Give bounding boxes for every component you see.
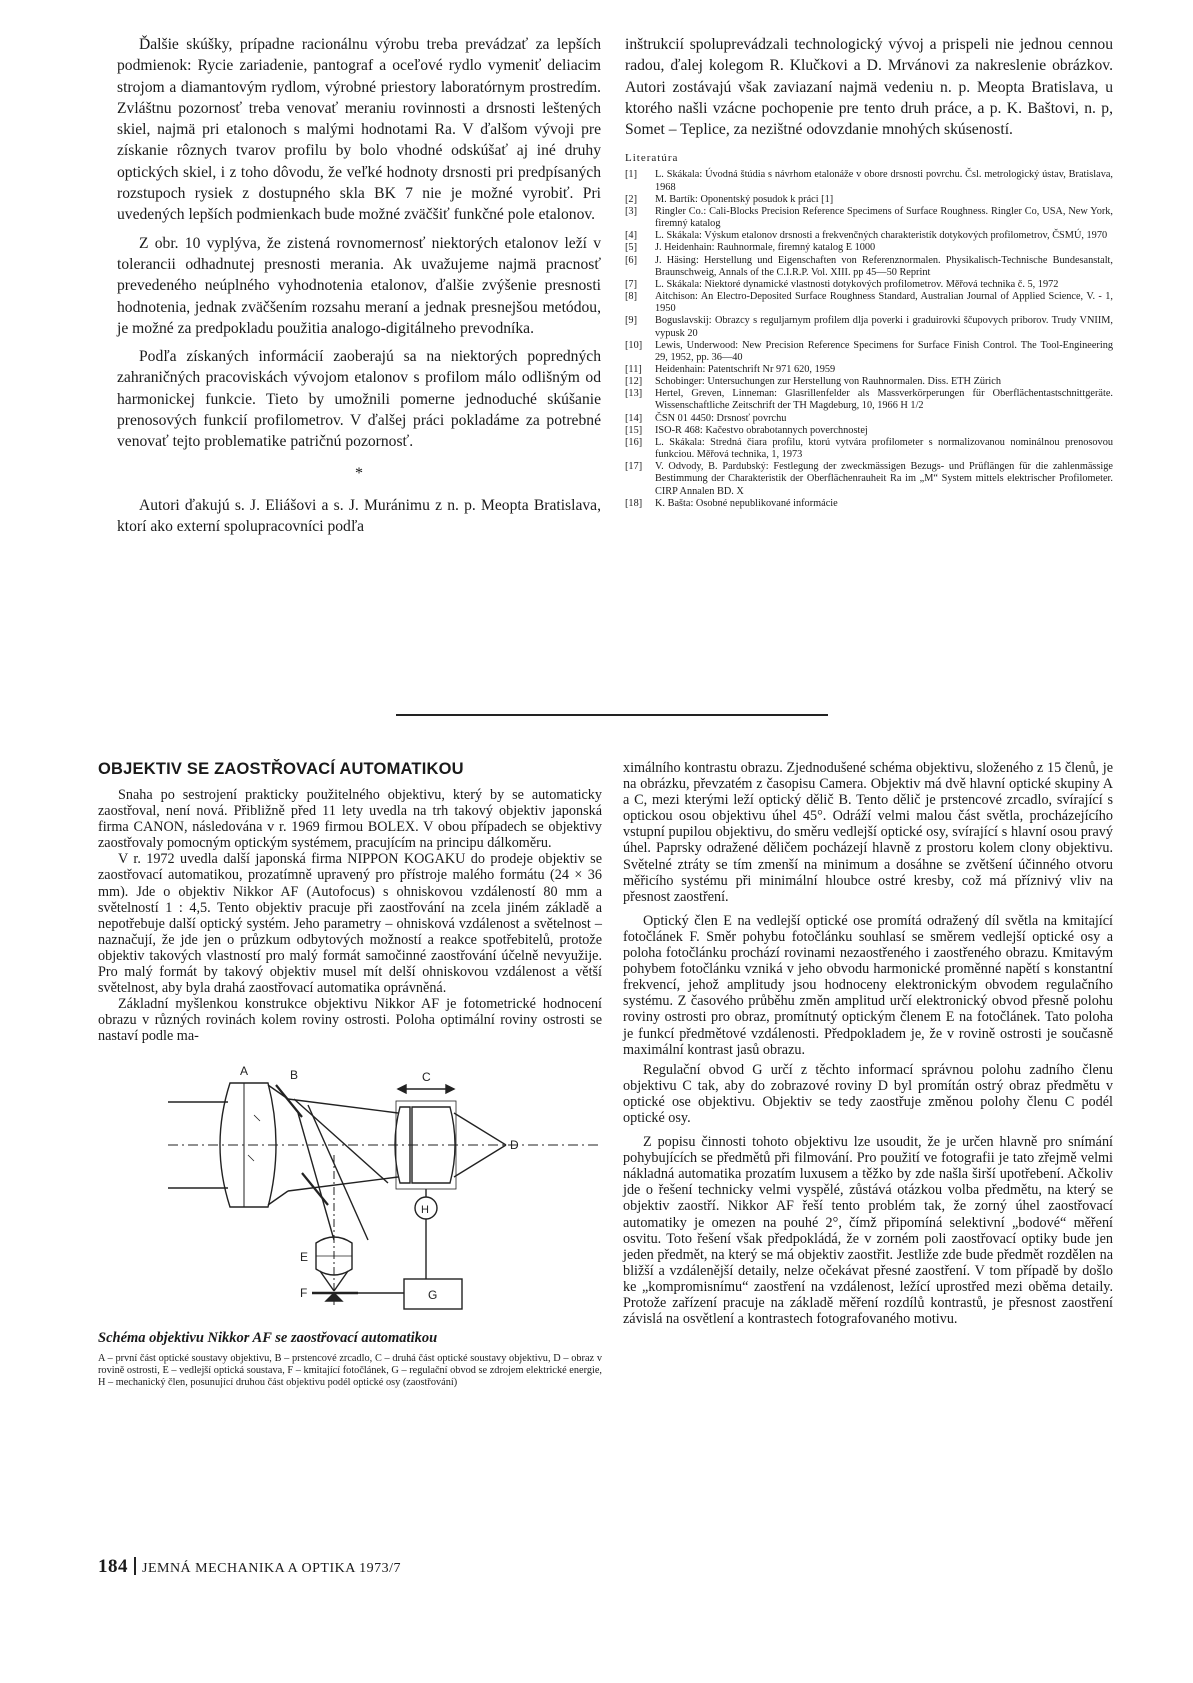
reference-item <box>625 169 1113 193</box>
reference-number: [14] <box>625 412 643 424</box>
reference-item <box>625 242 1113 254</box>
reference-item <box>625 279 1113 291</box>
article-left-column <box>98 760 602 1390</box>
reference-number: [4] <box>625 230 638 242</box>
optical-schematic <box>98 1055 602 1315</box>
acknowledgement-paragraph: Autori ďakujú s. J. Eliášovi a s. J. Muránimu z n. p. Meopta Bratislava, ktorí ako externí spolupracovníci podľa <box>117 496 601 535</box>
reference-text: Lewis, Underwood: New Precision Reference Specimens for Surface Finish Control. The Tool-Engineering 29, 1952, pp. 36—40 <box>655 339 1113 363</box>
reference-text: ČSN 01 4450: Drsnosť povrchu <box>655 412 787 424</box>
figure-caption-title: Schéma objektivu Nikkor AF se zaostřovací automatikou <box>98 1329 438 1346</box>
reference-item <box>625 206 1113 230</box>
figure-label-b: B <box>290 1067 299 1082</box>
article-title: OBJEKTIV SE ZAOSTŘOVACÍ AUTOMATIKOU <box>98 760 464 778</box>
acknowledgement-continued: inštrukcií spoluprevádzali technologický vývoj a prispeli nie jednou cennou radou, ďalej kolegom R. Klučkovi a D. Mrvánovi za nakreslenie obrázkov. Autori zostávajú však zaviazaní najmä vedeniu n. p. Meopta Bratislava, u ktorého našli vzácne pochopenie pre tento druh práce, a p. K. Baštovi, n. p, Somet – Teplice, za nezištné odovzdanie mnohých skúseností. <box>625 36 1113 139</box>
reference-item <box>625 498 1113 510</box>
references-heading: Literatúra <box>625 152 679 165</box>
reference-item <box>625 315 1113 339</box>
reference-item <box>625 364 1113 376</box>
article-paragraph: Regulační obvod G určí z těchto informací správnou polohu zadního členu objektivu C tak, aby do zobrazové roviny D byl promítán ostrý obraz předmětu v optické ose objektivu. Objektiv se tedy zaostřuje změnou polohy členu C podél optické osy. <box>623 1061 1113 1126</box>
reference-item <box>625 255 1113 279</box>
reference-item <box>625 230 1113 242</box>
reference-number: [7] <box>625 278 638 290</box>
reference-number: [2] <box>625 193 638 205</box>
footer-divider <box>134 1557 136 1575</box>
body-paragraph: Z obr. 10 vyplýva, že zistená rovnomernosť niektorých etalonov leží v tolerancii odhadnutej presnosti merania. Ak uvažujeme najmä pracnosť prevedeného neúplného vyhodnotenia etalonov, ďalšie zvýšenie presnosti hodnotenia, jednak zväčšením rozsahu meraní a jednak presnejšou metódou, je možné za predpokladu použitia analogo-digitálneho prevodníka. <box>117 234 601 337</box>
reference-text: L. Skákala: Niektoré dynamické vlastnosti dotykových profilometrov. Měřová technika č. 5, 1972 <box>655 278 1059 290</box>
figure-label-d: D <box>510 1137 519 1152</box>
reference-item <box>625 194 1113 206</box>
reference-text: Ringler Co.: Cali-Blocks Precision Reference Specimens of Surface Roughness. Ringler Co, USA, New York, firemný katalog <box>655 205 1113 230</box>
reference-item <box>625 376 1113 388</box>
top-right-column <box>625 34 1113 510</box>
reference-item <box>625 461 1113 497</box>
article-paragraph: Základní myšlenkou konstrukce objektivu Nikkor AF je fotometrické hodnocení obrazu v různých rovinách kolem roviny ostrosti. Poloha optimální roviny ostrosti se nastaví podle ma- <box>98 996 602 1045</box>
reference-number: [8] <box>625 291 638 303</box>
reference-text: V. Odvody, B. Pardubský: Festlegung der zweckmässigen Bezugs- und Prüflängen für die zahlenmässige Bestimmung der Charakteristik der Oberflächenrauheit Ra im „M“ System mittels elektrischer Profilometer. CIRP Annalen BD. X <box>655 461 1113 497</box>
article-right-column <box>623 760 1113 1327</box>
body-paragraph: Podľa získaných informácií zaoberajú sa na niektorých popredných zahraničných pracoviskách vývojom etalonov s profilom málo odlišným od harmonickej funkcie. Tieto by umožnili pomerne jednoduché skúšanie prenosových funkcií profilometrov. V ďalšej práci pokladáme za potrebné venovať tejto problematike patričnú pozornosť. <box>117 348 601 451</box>
figure-label-e: E <box>300 1249 309 1264</box>
reference-text: L. Skákala: Úvodná štúdia s návrhom etalonáže v obore drsnosti povrchu. Čsl. metrologický ústav, Bratislava, 1968 <box>655 169 1113 193</box>
figure-label-h: H <box>421 1203 429 1216</box>
figure-label-c: C <box>422 1069 431 1084</box>
section-divider <box>396 714 828 716</box>
journal-name: JEMNÁ MECHANIKA A OPTIKA 1973/7 <box>142 1561 401 1576</box>
reference-number: [18] <box>625 497 643 509</box>
reference-number: [9] <box>625 315 638 327</box>
reference-number: [5] <box>625 242 638 254</box>
reference-number: [16] <box>625 436 643 448</box>
article-paragraph: Optický člen E na vedlejší optické ose promítá odražený díl světla na kmitající fotočlánek F. Směr pohybu fotočlánku souhlasí se směrem vedlejší optické osy a poloha fotočlánku prochází rovinami nezaostřeného i zaostřeného obrazu. Kmitavým pohybem fotočlánku vzniká v jeho obvodu harmonické proměnné napětí s konstantní frekvencí, jehož amplitudy jsou hodnoceny elektronickým obvodem regulačního systému. Z časového průběhu změn amplitud určí elektronický obvod přesně polohu roviny ostrosti pro obraz, promítnutý optickým členem E na fotočlánek. Tato poloha je funkcí předmětové vzdálenosti. Předpokladem je, že v rovině ostrosti je současně maximální kontrast jasů obrazu. <box>623 912 1113 1058</box>
reference-item <box>625 413 1113 425</box>
figure-label-g: G <box>428 1287 438 1302</box>
reference-item <box>625 425 1113 437</box>
article-paragraph: V r. 1972 uvedla další japonská firma NIPPON KOGAKU do prodeje objektiv se zaostřovací automatikou, prozatímně upravený pro přístroje malého formátu (24 × 36 mm). Jde o objektiv Nikkor AF (Autofocus) s ohniskovou vzdáleností 80 mm a světelností 1 : 4,5. Tento objektiv pracuje při zaostřování na zcela jiném základě a nepotřebuje další optický systém. Jeho parametry – ohnisková vzdálenost a světelnost – naznačují, že jde jen o průzkum odbytových možností a reakce spotřebitelů, protože objektiv takových vlastností pro malý formát samočinné zaostřování účelně nevyužije. Pro malý formát by takový objektiv musel mít delší ohniskovou vzdálenost a větší světelnost, aby byla drahá zaostřovací automatika oprávněná. <box>98 851 602 997</box>
reference-item <box>625 291 1113 315</box>
reference-text: Aitchison: An Electro-Deposited Surface Roughness Standard, Australian Journal of Applied Science, V. - 1, 1950 <box>655 291 1113 315</box>
reference-text: J. Heidenhain: Rauhnormale, firemný katalog E 1000 <box>655 242 876 254</box>
section-separator: * <box>355 464 363 482</box>
reference-item <box>625 437 1113 461</box>
article-paragraph: Snaha po sestrojení prakticky použitelného objektivu, který by se automaticky zaostřoval, není nová. Přibližně před 11 lety uvedla na trh takový objektiv japonská firma CANON, následována v r. 1969 firmou BOLEX. V obou případech se objektivy zaostřovaly pomocným optickým systémem, pracujícím na principu dálkoměru. <box>98 787 602 852</box>
reference-number: [11] <box>625 363 642 375</box>
reference-number: [3] <box>625 205 638 217</box>
reference-text: ISO-R 468: Kačestvo obrabotannych poverchnostej <box>655 424 868 436</box>
reference-text: Boguslavskij: Obrazcy s reguljarnym profilem dlja poverki i graduirovki ščupovych priborov. Trudy VNIIM, vypusk 20 <box>655 315 1113 339</box>
reference-item <box>625 388 1113 412</box>
body-paragraph: Ďalšie skúšky, prípadne racionálnu výrobu treba prevádzať za lepších podmienok: Rycie zariadenie, pantograf a oceľové rydlo vymeniť deliacim strojom a diamantovým rydlom, výrobné priestory laboratórnym prostredím. Zvláštnu pozornosť treba venovať meraniu rovinnosti a drsnosti leštených skiel, najmä pri etalonoch s malými hodnotami Ra. V ďalšom vývoji pre získanie rôznych tvarov profilu by bolo vhodné odskúšať aj iné druhy optických skiel, i z toho dôvodu, že veľké hodnoty drsnosti pri predpísaných rozstupoch rysiek z dostupného skla BK 7 nie je možné vyrobiť. Pri uvedených lepších podmienkach bude možné zväčšiť funkčné pole etalonov. <box>117 36 601 224</box>
reference-text: Heidenhain: Patentschrift Nr 971 620, 1959 <box>655 363 836 375</box>
figure-caption: A – první část optické soustavy objektivu, B – prstencové zrcadlo, C – druhá část optické soustavy objektivu, D – obraz v rovině ostrosti, E – vedlejší optická soustava, F – kmitající fotočlánek, G – regulační obvod se zdrojem elektrické energie, H – mechanický člen, posunující druhou část objektivu podél optické osy (zaostřování) <box>98 1352 602 1389</box>
figure-label-f: F <box>300 1285 308 1300</box>
reference-item <box>625 340 1113 364</box>
reference-text: L. Skákala: Výskum etalonov drsnosti a frekvenčných charakteristík dotykových profilometrov, ČSMÚ, 1970 <box>655 230 1108 242</box>
reference-number: [13] <box>625 388 643 400</box>
reference-text: M. Bartík: Oponentský posudok k práci [1] <box>655 193 834 205</box>
reference-text: J. Häsing: Herstellung und Eigenschaften von Referenznormalen. Physikalisch-Technische Bundesanstalt, Braunschweig, Annals of the C.I.R.P. Vol. XIII. pp 45—50 Reprint <box>655 254 1113 278</box>
reference-number: [10] <box>625 339 643 351</box>
page-number: 184 <box>98 1556 128 1577</box>
reference-text: Schobinger: Untersuchungen zur Herstellung von Rauhnormalen. Diss. ETH Zürich <box>655 376 1002 388</box>
figure-label-a: A <box>240 1063 249 1078</box>
reference-text: K. Bašta: Osobné nepublikované informácie <box>655 497 838 509</box>
reference-number: [1] <box>625 169 638 181</box>
top-left-column <box>117 34 601 537</box>
reference-text: L. Skákala: Stredná čiara profilu, ktorú vytvára profilometer s normalizovanou nominálnou prenosovou funkciou. Měřová technika, 1, 1973 <box>655 436 1113 461</box>
references-list <box>625 169 1113 509</box>
page-footer <box>98 1556 401 1578</box>
reference-number: [17] <box>625 461 643 473</box>
reference-text: Hertel, Greven, Linneman: Glasrillenfelder als Massverkörperungen für Oberflächentastschnittgeräte. Wissenschaftliche Zeitschrift der TH Magdeburg, 10, 1966 H 1/2 <box>655 388 1113 412</box>
article-paragraph: Z popisu činnosti tohoto objektivu lze usoudit, že je určen hlavně pro snímání pohybujících se předmětů při filmování. Pro použití ve fotografii je tato zřejmě velmi nákladná automatika prozatím luxusem a těžko by zde našla širší upotřebení. Ačkoliv jde o řešení technicky velmi vyspělé, zůstává otázkou volba předmětu, na který se objektiv zaostří. Nikkor AF řeší tento problém tak, že zorný úhel zaostřovací automatiky je omezen na pouhé 2°, čímž připomíná selektivní „bodové“ měření osvitu. Toto řešení však předpokládá, že v zorném poli zaostřovací optiky bude jen jeden předmět, na který se má objektiv zaostřit. Jestliže zde bude předmět rozdělen na bližší a vzdálenější detaily, nelze očekávat přesné zaostření. V tom případě by došlo ke „kompromisnímu“ zaostření na vzdálenost, ležící uprostřed mezi oběma detaily. Protože zařízení pracuje na základě měření rozdílů kontrastů, je přesnost zaostření závislá na osvětlení a kontrastech fotografovaného motivu. <box>623 1134 1113 1328</box>
reference-number: [15] <box>625 424 643 436</box>
optical-schematic-figure <box>98 1055 602 1320</box>
reference-number: [6] <box>625 254 638 266</box>
reference-number: [12] <box>625 376 643 388</box>
article-paragraph: ximálního kontrastu obrazu. Zjednodušené schéma objektivu, složeného z 15 členů, je na obrázku, převzatém z časopisu Camera. Objektiv má dvě hlavní optické skupiny A a C, mezi kterými leží optický dělič B. Tento dělič je prstencové zrcadlo, svírající s optickou osou objektivu úhel 45°. Odráží velmi malou část světla, procházejícího vstupní pupilou objektivu, do směru vedlejší optické osy, svírající s hlavní osou pravý úhel. Paprsky odražené děličem pocházejí hlavně z prostoru kolem clony objektivu. Světelné ztráty se tím zmenší na minimum a dosáhne se zvětšení účinného otvoru měřicího systému při minimální hloubce ostré kresby, což má příznivý vliv na přesnost zaostření. <box>623 760 1113 905</box>
